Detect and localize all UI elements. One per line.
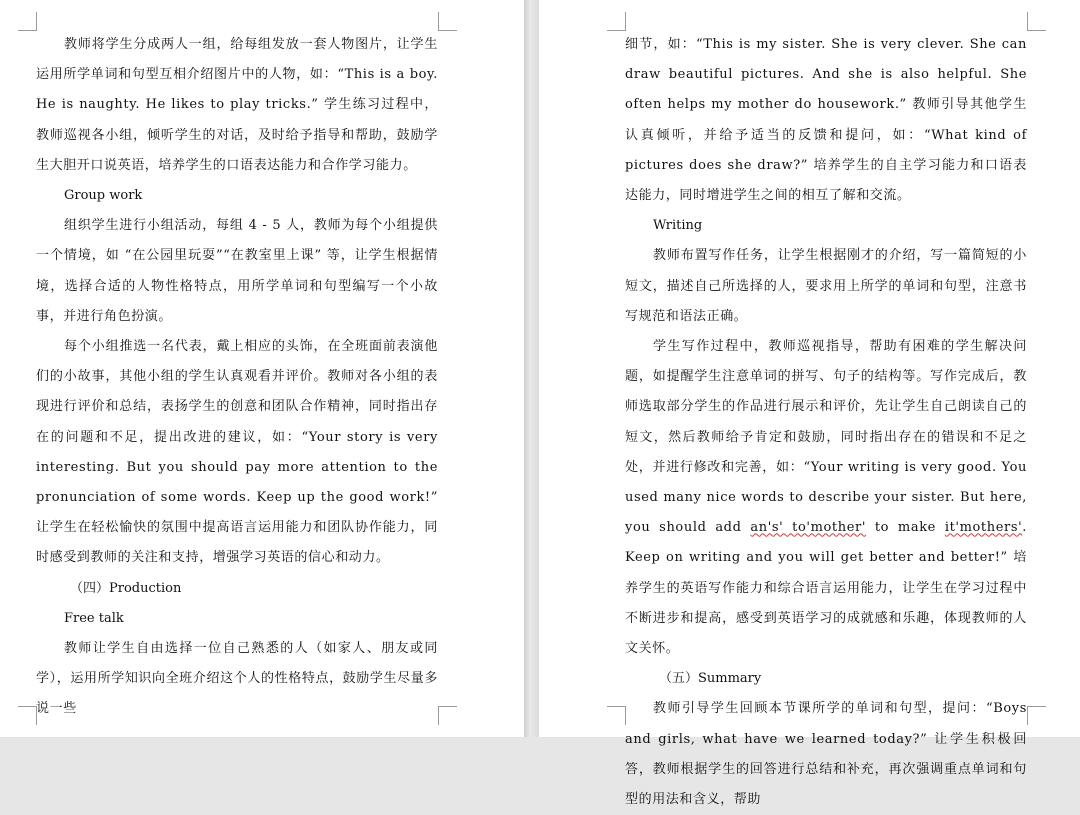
crop-mark-top-right [1027,12,1046,31]
spellcheck-flagged-text[interactable]: it'mothers' [944,520,1023,536]
paragraph: 教师引导学生回顾本节课所学的单词和句型，提问：“Boys and girls, what have we learned today?” 让学生积极回答，教师根据学生的回答进行总结和补充，再次强调重点单词和句型的用法和含义，帮助 [625,701,1027,808]
document-page-right [539,0,1080,808]
paragraph [625,332,1027,664]
paragraph-text: to make [866,520,945,536]
page-text-body[interactable] [625,30,1027,815]
page-gap [524,0,539,737]
section-heading-production: （四）Production [70,580,182,596]
subheading-free-talk: Free talk [64,610,124,626]
crop-mark-top-left [607,12,626,31]
paragraph: 教师布置写作任务，让学生根据刚才的介绍，写一篇简短的小短文，描述自己所选择的人，要求用上所学的单词和句型，注意书写规范和语法正确。 [625,248,1027,324]
paragraph: 教师让学生自由选择一位自己熟悉的人（如家人、朋友或同学），运用所学知识向全班介绍这个人的性格特点，鼓励学生尽量多说一些 [36,641,438,717]
document-page-left [0,0,524,737]
crop-mark-bottom-right [1027,706,1046,725]
paragraph: 教师将学生分成两人一组，给每组发放一套人物图片，让学生运用所学单词和句型互相介绍图片中的人物，如：“This is a boy. He is naughty. He likes to play tricks.” 学生练习过程中，教师巡视各小组，倾听学生的对话，及时给予指导和帮助，鼓励学生大胆开口说英语，培养学生的口语表达能力和合作学习能力。 [36,37,438,173]
page-text-body[interactable] [36,30,438,725]
spellcheck-flagged-text[interactable]: an's' to'mother' [750,520,867,536]
section-heading-summary: （五）Summary [659,671,762,687]
subheading-writing: Writing [653,218,703,234]
crop-mark-bottom-left [18,706,37,725]
crop-mark-top-left [18,12,37,31]
paragraph: 细节，如：“This is my sister. She is very clever. She can draw beautiful pictures. And she is also helpful. She often helps my mother do housework.” 教师引导其他学生认真倾听，并给予适当的反馈和提问，如：“What kind of pictures does she draw?” 培养学生的自主学习能力和口语表达能力，同时增进学生之间的相互了解和交流。 [625,37,1027,204]
subheading-group-work: Group work [64,188,143,204]
paragraph-text: 学生写作过程中，教师巡视指导，帮助有困难的学生解决问题，如提醒学生注意单词的拼写、句子的结构等。写作完成后，教师选取部分学生的作品进行展示和评价，先让学生自己朗读自己的短文，然后教师给予肯定和鼓励，同时指出存在的错误和不足之处，并进行修改和完善，如：“Your writing is very good. You used many nice words to describe your sister. But here, you should add [625,339,1027,536]
crop-mark-bottom-left [607,706,626,725]
paragraph: 每个小组推选一名代表，戴上相应的头饰，在全班面前表演他们的小故事，其他小组的学生认真观看并评价。教师对各小组的表现进行评价和总结，表扬学生的创意和团队合作精神，同时指出存在的问题和不足，提出改进的建议，如：“Your story is very interesting. But you should pay more attention to the pronunciation of some words. Keep up the good work!” 让学生在轻松愉快的氛围中提高语言运用能力和团队协作能力，同时感受到教师的关注和支持，增强学习英语的信心和动力。 [36,339,438,566]
paragraph-text: . Keep on writing and you will get better and better!” 培养学生的英语写作能力和综合语言运用能力，让学生在学习过程中不断进步和提高，感受到英语学习的成就感和乐趣，体现教师的人文关怀。 [625,520,1028,657]
paragraph: 组织学生进行小组活动，每组 4 - 5 人，教师为每个小组提供一个情境，如 “在公园里玩耍”“在教室里上课” 等，让学生根据情境，选择合适的人物性格特点，用所学单词和句型编写一个小故事，并进行角色扮演。 [36,218,438,324]
crop-mark-bottom-right [438,706,457,725]
crop-mark-top-right [438,12,457,31]
